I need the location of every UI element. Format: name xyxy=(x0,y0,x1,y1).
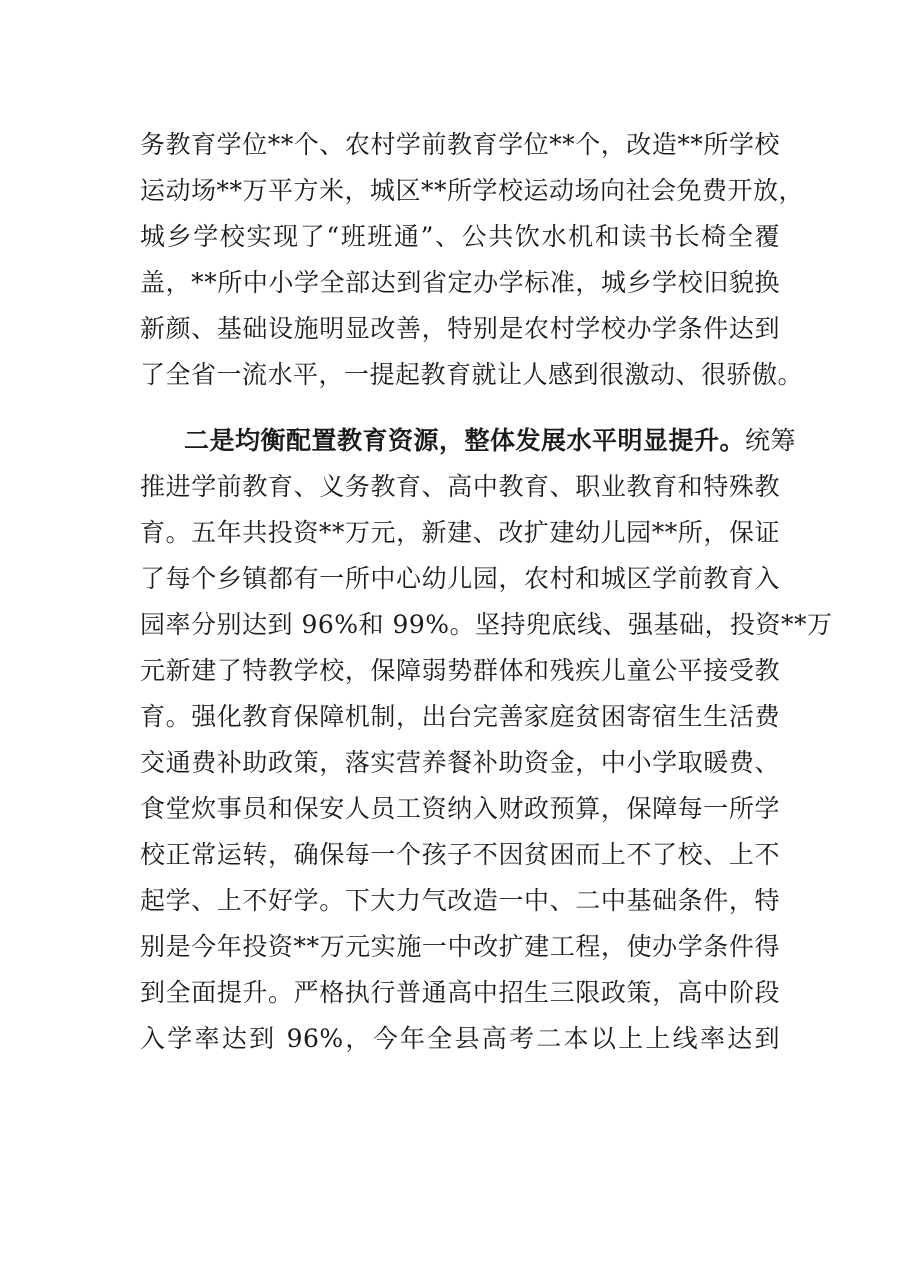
paragraph-line: 育。五年共投资**万元，新建、改扩建幼儿园**所，保证 xyxy=(140,518,780,547)
paragraph-line: 育。强化教育保障机制，出台完善家庭贫困寄宿生生活费 xyxy=(140,702,780,731)
paragraph-line: 了全省一流水平，一提起教育就让人感到很激动、很骄傲。 xyxy=(140,360,804,389)
paragraph-text: 统筹 xyxy=(745,426,797,455)
paragraph-line: 别是今年投资**万元实施一中改扩建工程，使办学条件得 xyxy=(140,932,780,961)
paragraph-line: 城乡学校实现了“班班通”、公共饮水机和读书长椅全覆 xyxy=(140,222,780,251)
paragraph-2 xyxy=(140,418,833,1062)
paragraph-line: 入学率达到 96%，今年全县高考二本以上上线率达到 xyxy=(140,1024,780,1053)
paragraph-first-line xyxy=(140,418,797,464)
paragraph-line: 校正常运转，确保每一个孩子不因贫困而上不了校、上不 xyxy=(140,840,780,869)
paragraph-line: 了每个乡镇都有一所中心幼儿园，农村和城区学前教育入 xyxy=(140,564,780,593)
paragraph-line: 到全面提升。严格执行普通高中招生三限政策，高中阶段 xyxy=(140,978,780,1007)
paragraph-line: 交通费补助政策，落实营养餐补助资金，中小学取暖费、 xyxy=(140,748,780,777)
paragraph-line: 务教育学位**个、农村学前教育学位**个，改造**所学校 xyxy=(140,130,780,159)
paragraph-line: 起学、上不好学。下大力气改造一中、二中基础条件，特 xyxy=(140,886,780,915)
paragraph-line: 食堂炊事员和保安人员工资纳入财政预算，保障每一所学 xyxy=(140,794,780,823)
paragraph-line: 盖，**所中小学全部达到省定办学标准，城乡学校旧貌换 xyxy=(140,268,780,297)
paragraph-line: 园率分别达到 96%和 99%。坚持兜底线、强基础，投资**万 xyxy=(140,610,833,639)
paragraph-line: 推进学前教育、义务教育、高中教育、职业教育和特殊教 xyxy=(140,472,780,501)
paragraph-line: 运动场**万平方米，城区**所学校运动场向社会免费开放， xyxy=(140,176,805,205)
paragraph-line: 元新建了特教学校，保障弱势群体和残疾儿童公平接受教 xyxy=(140,656,780,685)
section-heading: 二是均衡配置教育资源，整体发展水平明显提升。 xyxy=(184,426,746,455)
paragraph-1 xyxy=(140,122,805,398)
paragraph-line: 新颜、基础设施明显改善，特别是农村学校办学条件达到 xyxy=(140,314,780,343)
